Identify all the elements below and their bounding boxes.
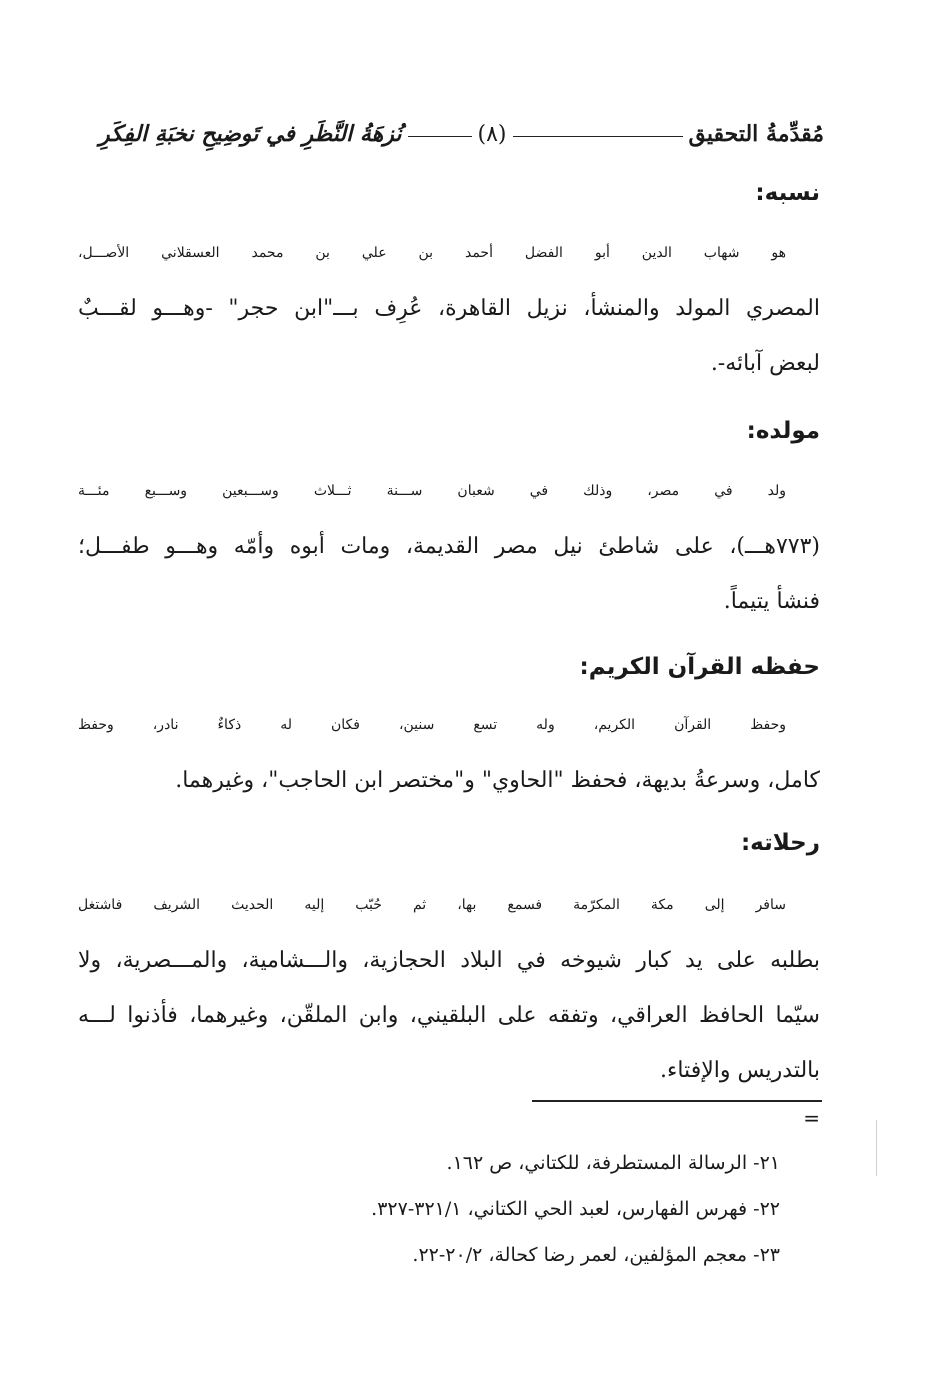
section-heading: رحلاته: <box>740 830 820 856</box>
text-line: بطلبه على يد كبار شيوخه في البلاد الحجازية، والـــشامية، والمـــصرية، ولا <box>78 948 820 973</box>
text-line: وحفظ القرآن الكريم، وله تسع سنين، فكان له ذكاءٌ نادر، وحفظ <box>78 717 786 733</box>
text-line: سافر إلى مكة المكرّمة فسمع بها، ثم حُبّب إليه الحديث الشريف فاشتغل <box>78 897 786 913</box>
scan-edge-mark <box>876 1120 877 1176</box>
header-rule <box>513 136 683 137</box>
paragraph <box>78 698 820 808</box>
running-header <box>78 112 824 156</box>
section-title: مُقدِّمةُ التحقيق <box>688 121 824 147</box>
paragraph <box>78 226 820 391</box>
footnote-separator <box>532 1100 822 1102</box>
section-heading: نسبه: <box>755 180 820 206</box>
footnotes <box>180 1140 780 1278</box>
text-line: هو شهاب الدين أبو الفضل أحمد بن علي بن محمد العسقلاني الأصـــل، <box>78 245 786 261</box>
footnote: ٢٣- معجم المؤلفين، لعمر رضا كحالة، ٢٠/٢-٢٢. <box>412 1244 780 1266</box>
text-line: لبعض آبائه-. <box>710 351 820 376</box>
paragraph <box>78 878 820 1098</box>
text-line: ولد في مصر، وذلك في شعبان ســـنة ثـــلاث وســـبعين وســـبع مئـــة <box>78 483 786 499</box>
header-rule <box>408 136 472 137</box>
section-heading: مولده: <box>746 418 820 444</box>
continuation-mark: = <box>803 1106 820 1130</box>
text-line: سيّما الحافظ العراقي، وتفقه على البلقيني، وابن الملقّن، وغيرهما، فأذنوا لـــه <box>78 1003 820 1028</box>
paragraph <box>78 464 820 629</box>
footnote: ٢٢- فهرس الفهارس، لعبد الحي الكتاني، ٣٢١/١-٣٢٧. <box>371 1198 780 1220</box>
text-line: المصري المولد والمنشأ، نزيل القاهرة، عُرِف بـــ"ابن حجر" -وهـــو لقـــبٌ <box>78 296 820 321</box>
book-title: نُزهَةُ النَّظَرِ في تَوضِيحِ نخبَةِ الفِكَرِ <box>99 121 402 147</box>
footnote: ٢١- الرسالة المستطرفة، للكتاني، ص ١٦٢. <box>446 1152 780 1174</box>
page-number: (٨) <box>477 121 507 147</box>
text-line: فنشأ يتيماً. <box>723 589 820 614</box>
text-line: كامل، وسرعةُ بديهة، فحفظ "الحاوي" و"مختصر ابن الحاجب"، وغيرهما. <box>175 768 820 793</box>
text-line: (٧٧٣هـــ)، على شاطئ نيل مصر القديمة، ومات أبوه وأمّه وهـــو طفـــل؛ <box>78 534 820 559</box>
text-line: بالتدريس والإفتاء. <box>660 1058 820 1083</box>
section-heading: حفظه القرآن الكريم: <box>579 654 820 680</box>
